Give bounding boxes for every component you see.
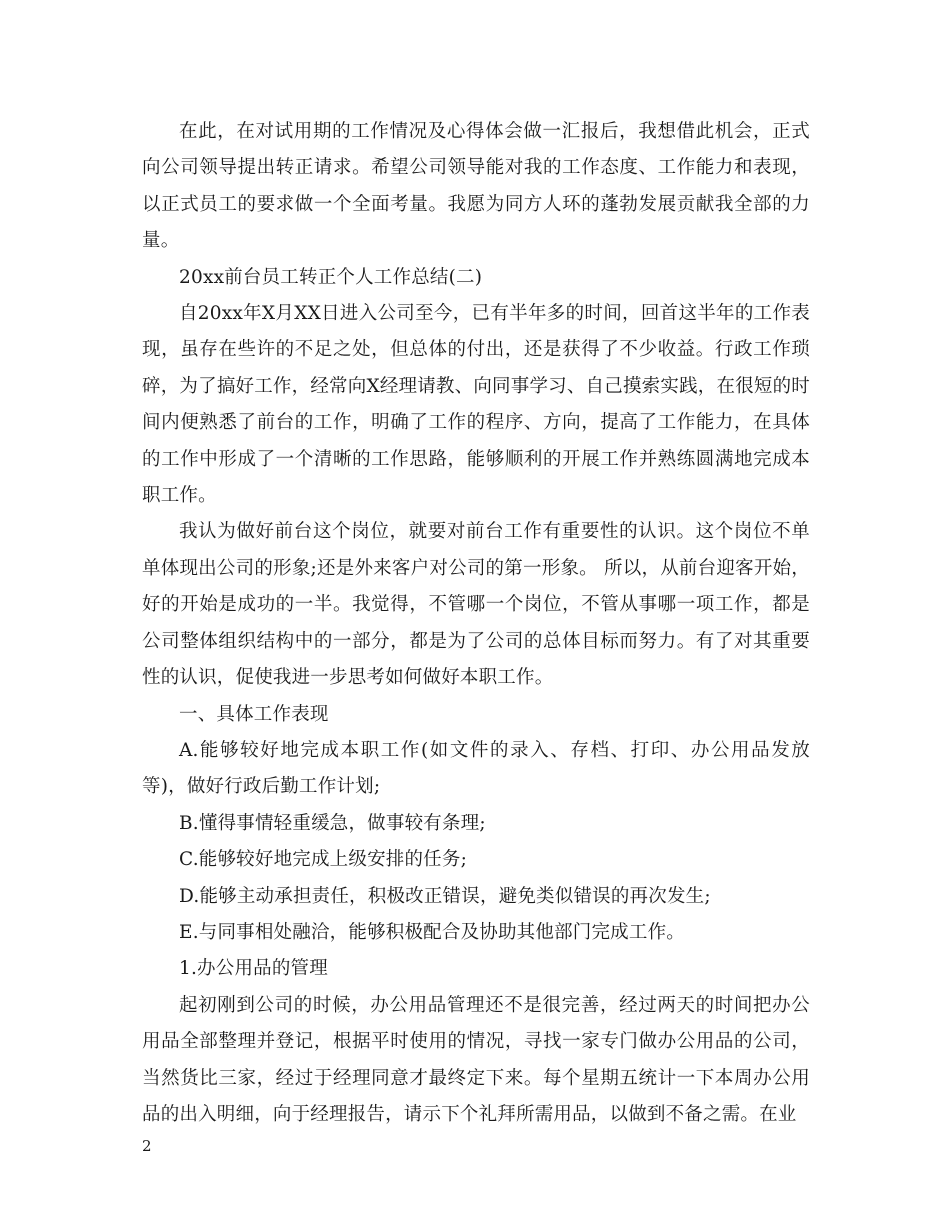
list-item-c: C.能够较好地完成上级安排的任务; (179, 849, 468, 871)
list-item-d: D.能够主动承担责任，积极改正错误，避免类似错误的再次发生; (179, 885, 711, 907)
section-title: 20xx前台员工转正个人工作总结(二) (179, 266, 483, 288)
list-item-b: B.懂得事情轻重缓急，做事较有条理; (179, 812, 486, 834)
list-item-a: A.能够较好地完成本职工作(如文件的录入、存档、打印、办公用品发放等)，做好行政后勤工作计划; (142, 739, 810, 798)
paragraph-closing-request: 在此，在对试用期的工作情况及心得体会做一汇报后，我想借此机会，正式向公司领导提出转正请求。希望公司领导能对我的工作态度、工作能力和表现，以正式员工的要求做一个全面考量。我愿为同方人环的蓬勃发展贡献我全部的力量。 (142, 121, 810, 252)
paragraph-intro: 自20xx年X月XX日进入公司至今，已有半年多的时间，回首这半年的工作表现，虽存在些许的不足之处，但总体的付出，还是获得了不少收益。行政工作琐碎，为了搞好工作，经常向X经理请教、向同事学习、自己摸索实践，在很短的时间内便熟悉了前台的工作，明确了工作的程序、方向，提高了工作能力，在具体的工作中形成了一个清晰的工作思路，能够顺利的开展工作并熟练圆满地完成本职工作。 (142, 303, 810, 507)
paragraph-office-supplies: 起初刚到公司的时候，办公用品管理还不是很完善，经过两天的时间把办公用品全部整理并登记，根据平时使用的情况，寻找一家专门做办公用品的公司，当然货比三家，经过于经理同意才最终定下来。每个星期五统计一下本周办公用品的出入明细，向于经理报告，请示下个礼拜所需用品，以做到不备之需。在业 (142, 994, 810, 1125)
paragraph-reception-role: 我认为做好前台这个岗位，就要对前台工作有重要性的认识。这个岗位不单单体现出公司的形象;还是外来客户对公司的第一形象。 所以，从前台迎客开始，好的开始是成功的一半。我觉得，不管哪一个岗位，不管从事哪一项工作，都是公司整体组织结构中的一部分，都是为了公司的总体目标而努力。有了对其重要性的认识，促使我进一步思考如何做好本职工作。 (142, 521, 810, 689)
heading-work-performance: 一、具体工作表现 (179, 703, 329, 725)
document-body (142, 114, 810, 1133)
heading-office-supplies: 1.办公用品的管理 (179, 958, 328, 980)
page-number: 2 (142, 1137, 152, 1155)
list-item-e: E.与同事相处融洽，能够积极配合及协助其他部门完成工作。 (179, 921, 685, 943)
